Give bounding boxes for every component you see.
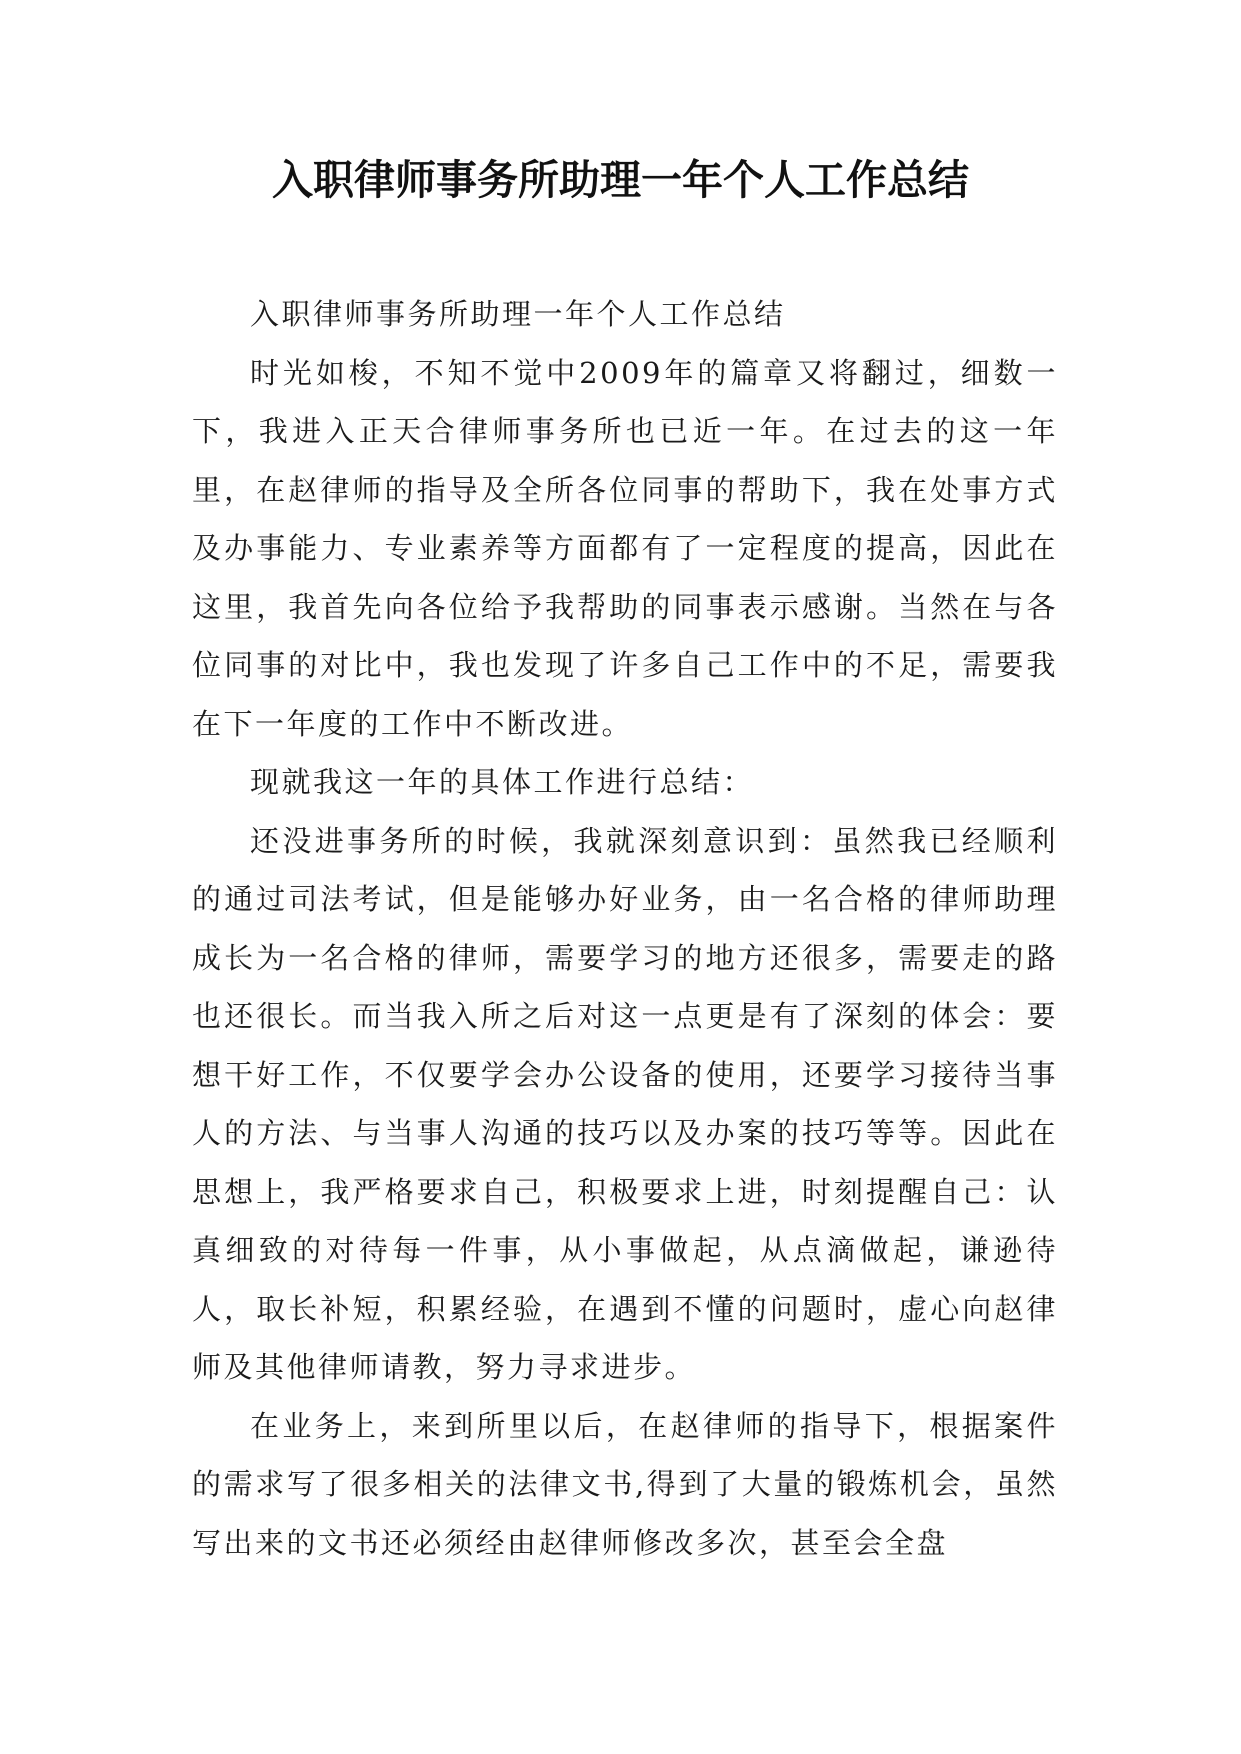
paragraph-business: 在业务上，来到所里以后，在赵律师的指导下，根据案件的需求写了很多相关的法律文书,得到了大量的锻炼机会，虽然写出来的文书还必须经由赵律师修改多次，甚至会全盘	[192, 1408, 1058, 1560]
paragraph-summary-lead: 现就我这一年的具体工作进行总结：	[250, 765, 755, 799]
paragraph-intro: 时光如梭，不知不觉中2009年的篇章又将翻过，细数一下，我进入正天合律师事务所也已近一年。在过去的这一年里，在赵律师的指导及全所各位同事的帮助下，我在处事方式及办事能力、专业素养等方面都有了一定程度的提高，因此在这里，我首先向各位给予我帮助的同事表示感谢。当然在与各位同事的对比中，我也发现了许多自己工作中的不足，需要我在下一年度的工作中不断改进。	[192, 355, 1058, 741]
document-body	[192, 285, 1058, 1572]
document-title: 入职律师事务所助理一年个人工作总结	[272, 156, 969, 204]
paragraph-heading-repeat: 入职律师事务所助理一年个人工作总结	[250, 297, 786, 331]
paragraph-mindset: 还没进事务所的时候，我就深刻意识到：虽然我已经顺利的通过司法考试，但是能够办好业务，由一名合格的律师助理成长为一名合格的律师，需要学习的地方还很多，需要走的路也还很长。而当我入所之后对这一点更是有了深刻的体会：要想干好工作，不仅要学会办公设备的使用，还要学习接待当事人的方法、与当事人沟通的技巧以及办案的技巧等等。因此在思想上，我严格要求自己，积极要求上进，时刻提醒自己：认真细致的对待每一件事，从小事做起，从点滴做起，谦逊待人，取长补短，积累经验，在遇到不懂的问题时，虚心向赵律师及其他律师请教，努力寻求进步。	[192, 823, 1058, 1384]
